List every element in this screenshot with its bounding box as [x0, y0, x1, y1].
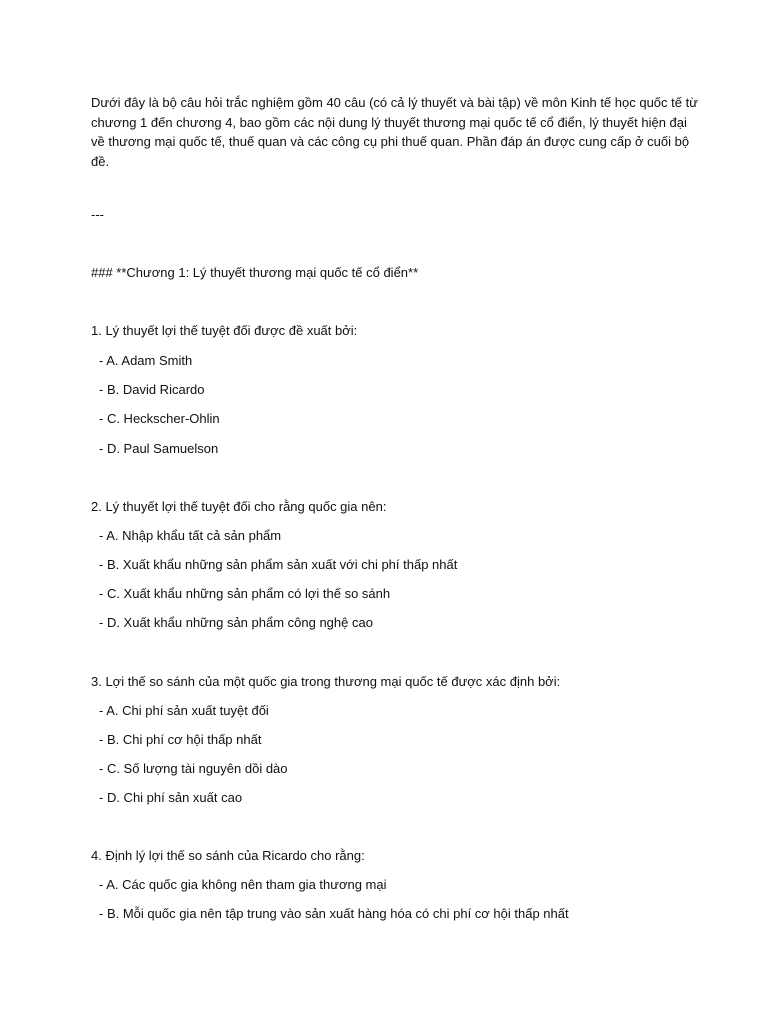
- question-2-option-d: - D. Xuất khẩu những sản phẩm công nghệ cao: [99, 615, 373, 630]
- chapter-heading: ### **Chương 1: Lý thuyết thương mại quốc tế cổ điển**: [91, 265, 419, 280]
- question-4-option-b: - B. Mỗi quốc gia nên tập trung vào sản xuất hàng hóa có chi phí cơ hội thấp nhất: [99, 906, 569, 921]
- question-1-option-d: - D. Paul Samuelson: [99, 441, 219, 456]
- question-4: 4. Định lý lợi thế so sánh của Ricardo cho rằng:: [91, 848, 365, 863]
- question-1-option-b: - B. David Ricardo: [99, 382, 205, 397]
- intro-paragraph: Dưới đây là bộ câu hỏi trắc nghiệm gồm 40 câu (có cả lý thuyết và bài tập) về môn Kinh tế học quốc tế từ chương 1 đến chương 4, bao gồm các nội dung lý thuyết thương mại quốc tế cổ điển, lý thuyết hiện đại về thương mại quốc tế, thuế quan và các công cụ phi thuế quan. Phần đáp án được cung cấp ở cuối bộ đề.: [91, 95, 698, 169]
- question-2-option-c: - C. Xuất khẩu những sản phẩm có lợi thế so sánh: [99, 586, 391, 601]
- question-3-option-a: - A. Chi phí sản xuất tuyệt đối: [99, 703, 269, 718]
- question-3: 3. Lợi thế so sánh của một quốc gia trong thương mại quốc tế được xác định bởi:: [91, 674, 561, 689]
- question-3-option-d: - D. Chi phí sản xuất cao: [99, 790, 243, 805]
- question-4-option-a: - A. Các quốc gia không nên tham gia thương mại: [99, 877, 387, 892]
- question-2-option-b: - B. Xuất khẩu những sản phẩm sản xuất với chi phí thấp nhất: [99, 557, 458, 572]
- question-1-option-c: - C. Heckscher-Ohlin: [99, 411, 220, 426]
- question-1-option-a: - A. Adam Smith: [99, 353, 193, 368]
- question-2: 2. Lý thuyết lợi thế tuyệt đối cho rằng quốc gia nên:: [91, 499, 387, 514]
- question-2-option-a: - A. Nhập khẩu tất cả sản phẩm: [99, 528, 282, 543]
- separator: ---: [91, 207, 104, 222]
- question-3-option-c: - C. Số lượng tài nguyên dồi dào: [99, 761, 288, 776]
- question-1: 1. Lý thuyết lợi thế tuyệt đối được đề xuất bởi:: [91, 323, 358, 338]
- question-3-option-b: - B. Chi phí cơ hội thấp nhất: [99, 732, 262, 747]
